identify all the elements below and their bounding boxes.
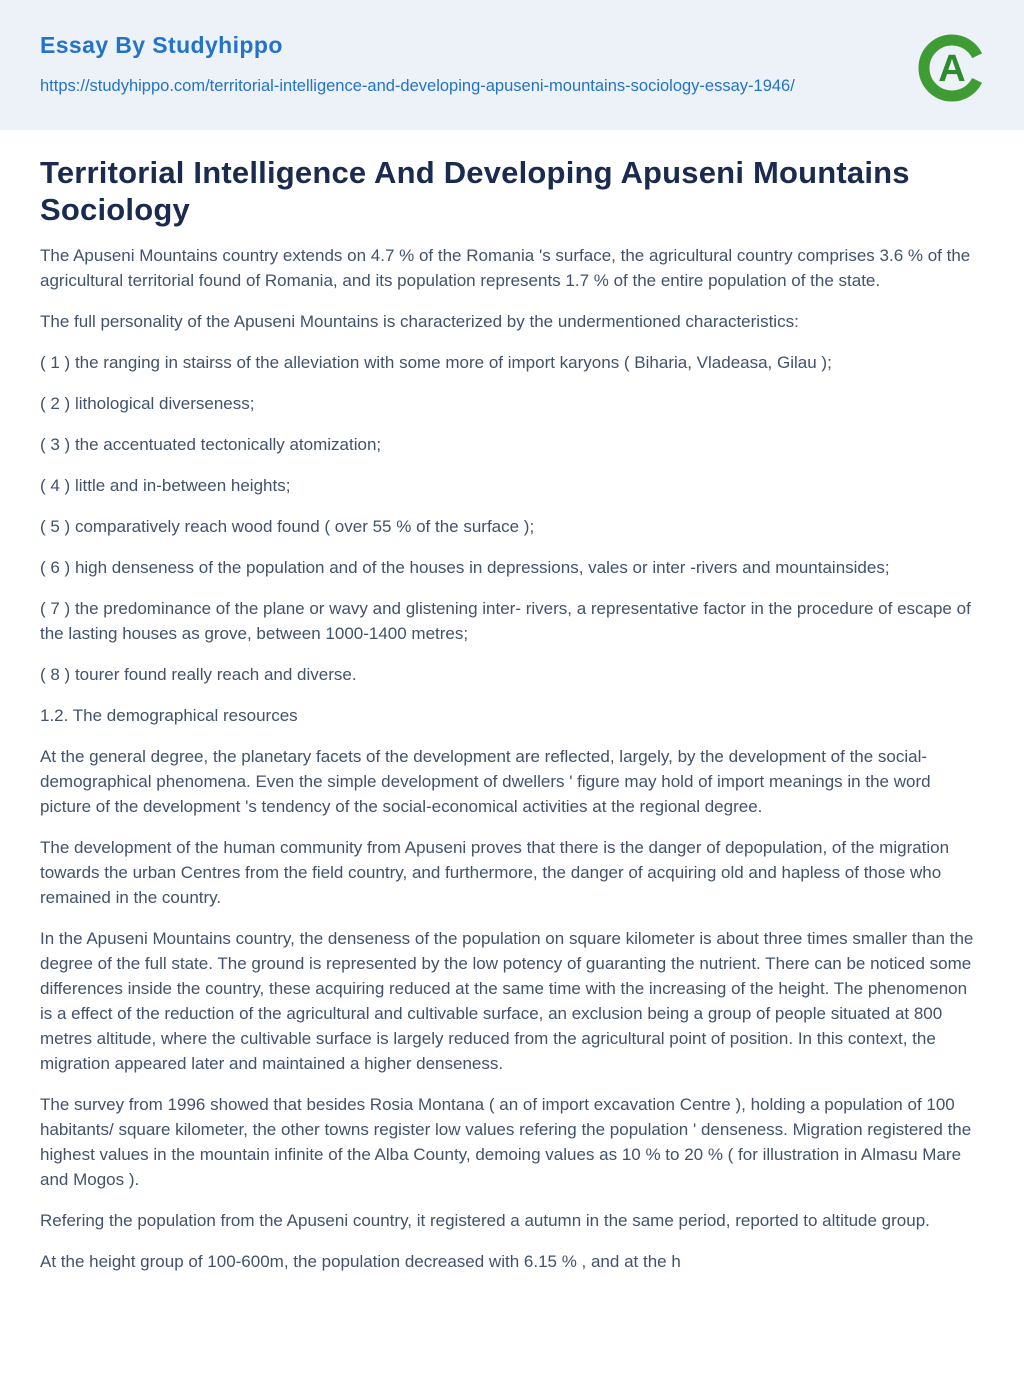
essay-paragraph: ( 7 ) the predominance of the plane or wavy and glistening inter- rivers, a representative factor in the procedure of escape of the lasting houses as grove, between 1000-1400 metres; bbox=[40, 599, 971, 644]
essay-content bbox=[0, 130, 1024, 1275]
essay-paragraph: The development of the human community from Apuseni proves that there is the danger of depopulation, of the migration towards the urban Centres from the field country, and furthermore, the danger of acquiring old and hapless of those who remained in the country. bbox=[40, 838, 950, 908]
essay-paragraph: ( 2 ) lithological diverseness; bbox=[40, 394, 255, 414]
essay-paragraph: ( 4 ) little and in-between heights; bbox=[40, 476, 291, 496]
essay-paragraph: ( 8 ) tourer found really reach and diverse. bbox=[40, 665, 357, 685]
essay-paragraph: The full personality of the Apuseni Mountains is characterized by the undermentioned characteristics: bbox=[40, 312, 799, 332]
essay-paragraph: Refering the population from the Apuseni country, it registered a autumn in the same period, reported to altitude group. bbox=[40, 1210, 930, 1230]
essay-paragraph: ( 1 ) the ranging in stairss of the alleviation with some more of import karyons ( Biharia, Vladeasa, Gilau ); bbox=[40, 353, 832, 373]
source-url-link[interactable]: https://studyhippo.com/territorial-intelligence-and-developing-apuseni-mountains-sociology-essay-1946/ bbox=[40, 77, 795, 95]
essay-paragraph: ( 6 ) high denseness of the population and of the houses in depressions, vales or inter -rivers and mountainsides; bbox=[40, 558, 890, 578]
essay-paragraph: At the general degree, the planetary facets of the development are reflected, largely, by the development of the social-demographical phenomena. Even the simple development of dwellers ' figure may hold of import meanings in the word picture of the development 's tendency of the social-economical activities at the regional degree. bbox=[40, 747, 931, 817]
essay-paragraph: In the Apuseni Mountains country, the denseness of the population on square kilometer is about three times smaller than the degree of the full state. The ground is represented by the low potency of guaranting the nutrient. There can be noticed some differences inside the country, these acquiring reduced at the same time with the increasing of the height. The phenomenon is a effect of the reduction of the agricultural and cultivable surface, an exclusion being a group of people situated at 800 metres altitude, where the cultivable surface is largely reduced from the agricultural point of position. In this context, the migration appeared later and maintained a higher denseness. bbox=[40, 929, 974, 1073]
header-text-block bbox=[40, 32, 795, 99]
page-header bbox=[0, 0, 1024, 130]
essay-paragraph: At the height group of 100-600m, the population decreased with 6.15 % , and at the h bbox=[40, 1251, 681, 1271]
essay-paragraph: The survey from 1996 showed that besides Rosia Montana ( an of import excavation Centre ), holding a population of 100 habitants/ square kilometer, the other towns register low values refering the population ' denseness. Migration registered the highest values in the mountain infinite of the Alba County, demoing values as 10 % to 20 % ( for illustration in Almasu Mare and Mogos ). bbox=[40, 1094, 972, 1189]
essay-section-heading: 1.2. The demographical resources bbox=[40, 706, 298, 726]
site-title: Essay By Studyhippo bbox=[40, 32, 283, 58]
essay-title: Territorial Intelligence And Developing Apuseni Mountains Sociology bbox=[40, 155, 910, 228]
studyhippo-logo-icon bbox=[918, 34, 986, 102]
logo-letter: A bbox=[938, 48, 966, 90]
essay-paragraph: ( 5 ) comparatively reach wood found ( over 55 % of the surface ); bbox=[40, 517, 535, 537]
essay-paragraph: The Apuseni Mountains country extends on 4.7 % of the Romania 's surface, the agricultural country comprises 3.6 % of the agricultural territorial found of Romania, and its population represents 1.7 % of the entire population of the state. bbox=[40, 246, 971, 291]
essay-paragraph: ( 3 ) the accentuated tectonically atomization; bbox=[40, 435, 382, 455]
